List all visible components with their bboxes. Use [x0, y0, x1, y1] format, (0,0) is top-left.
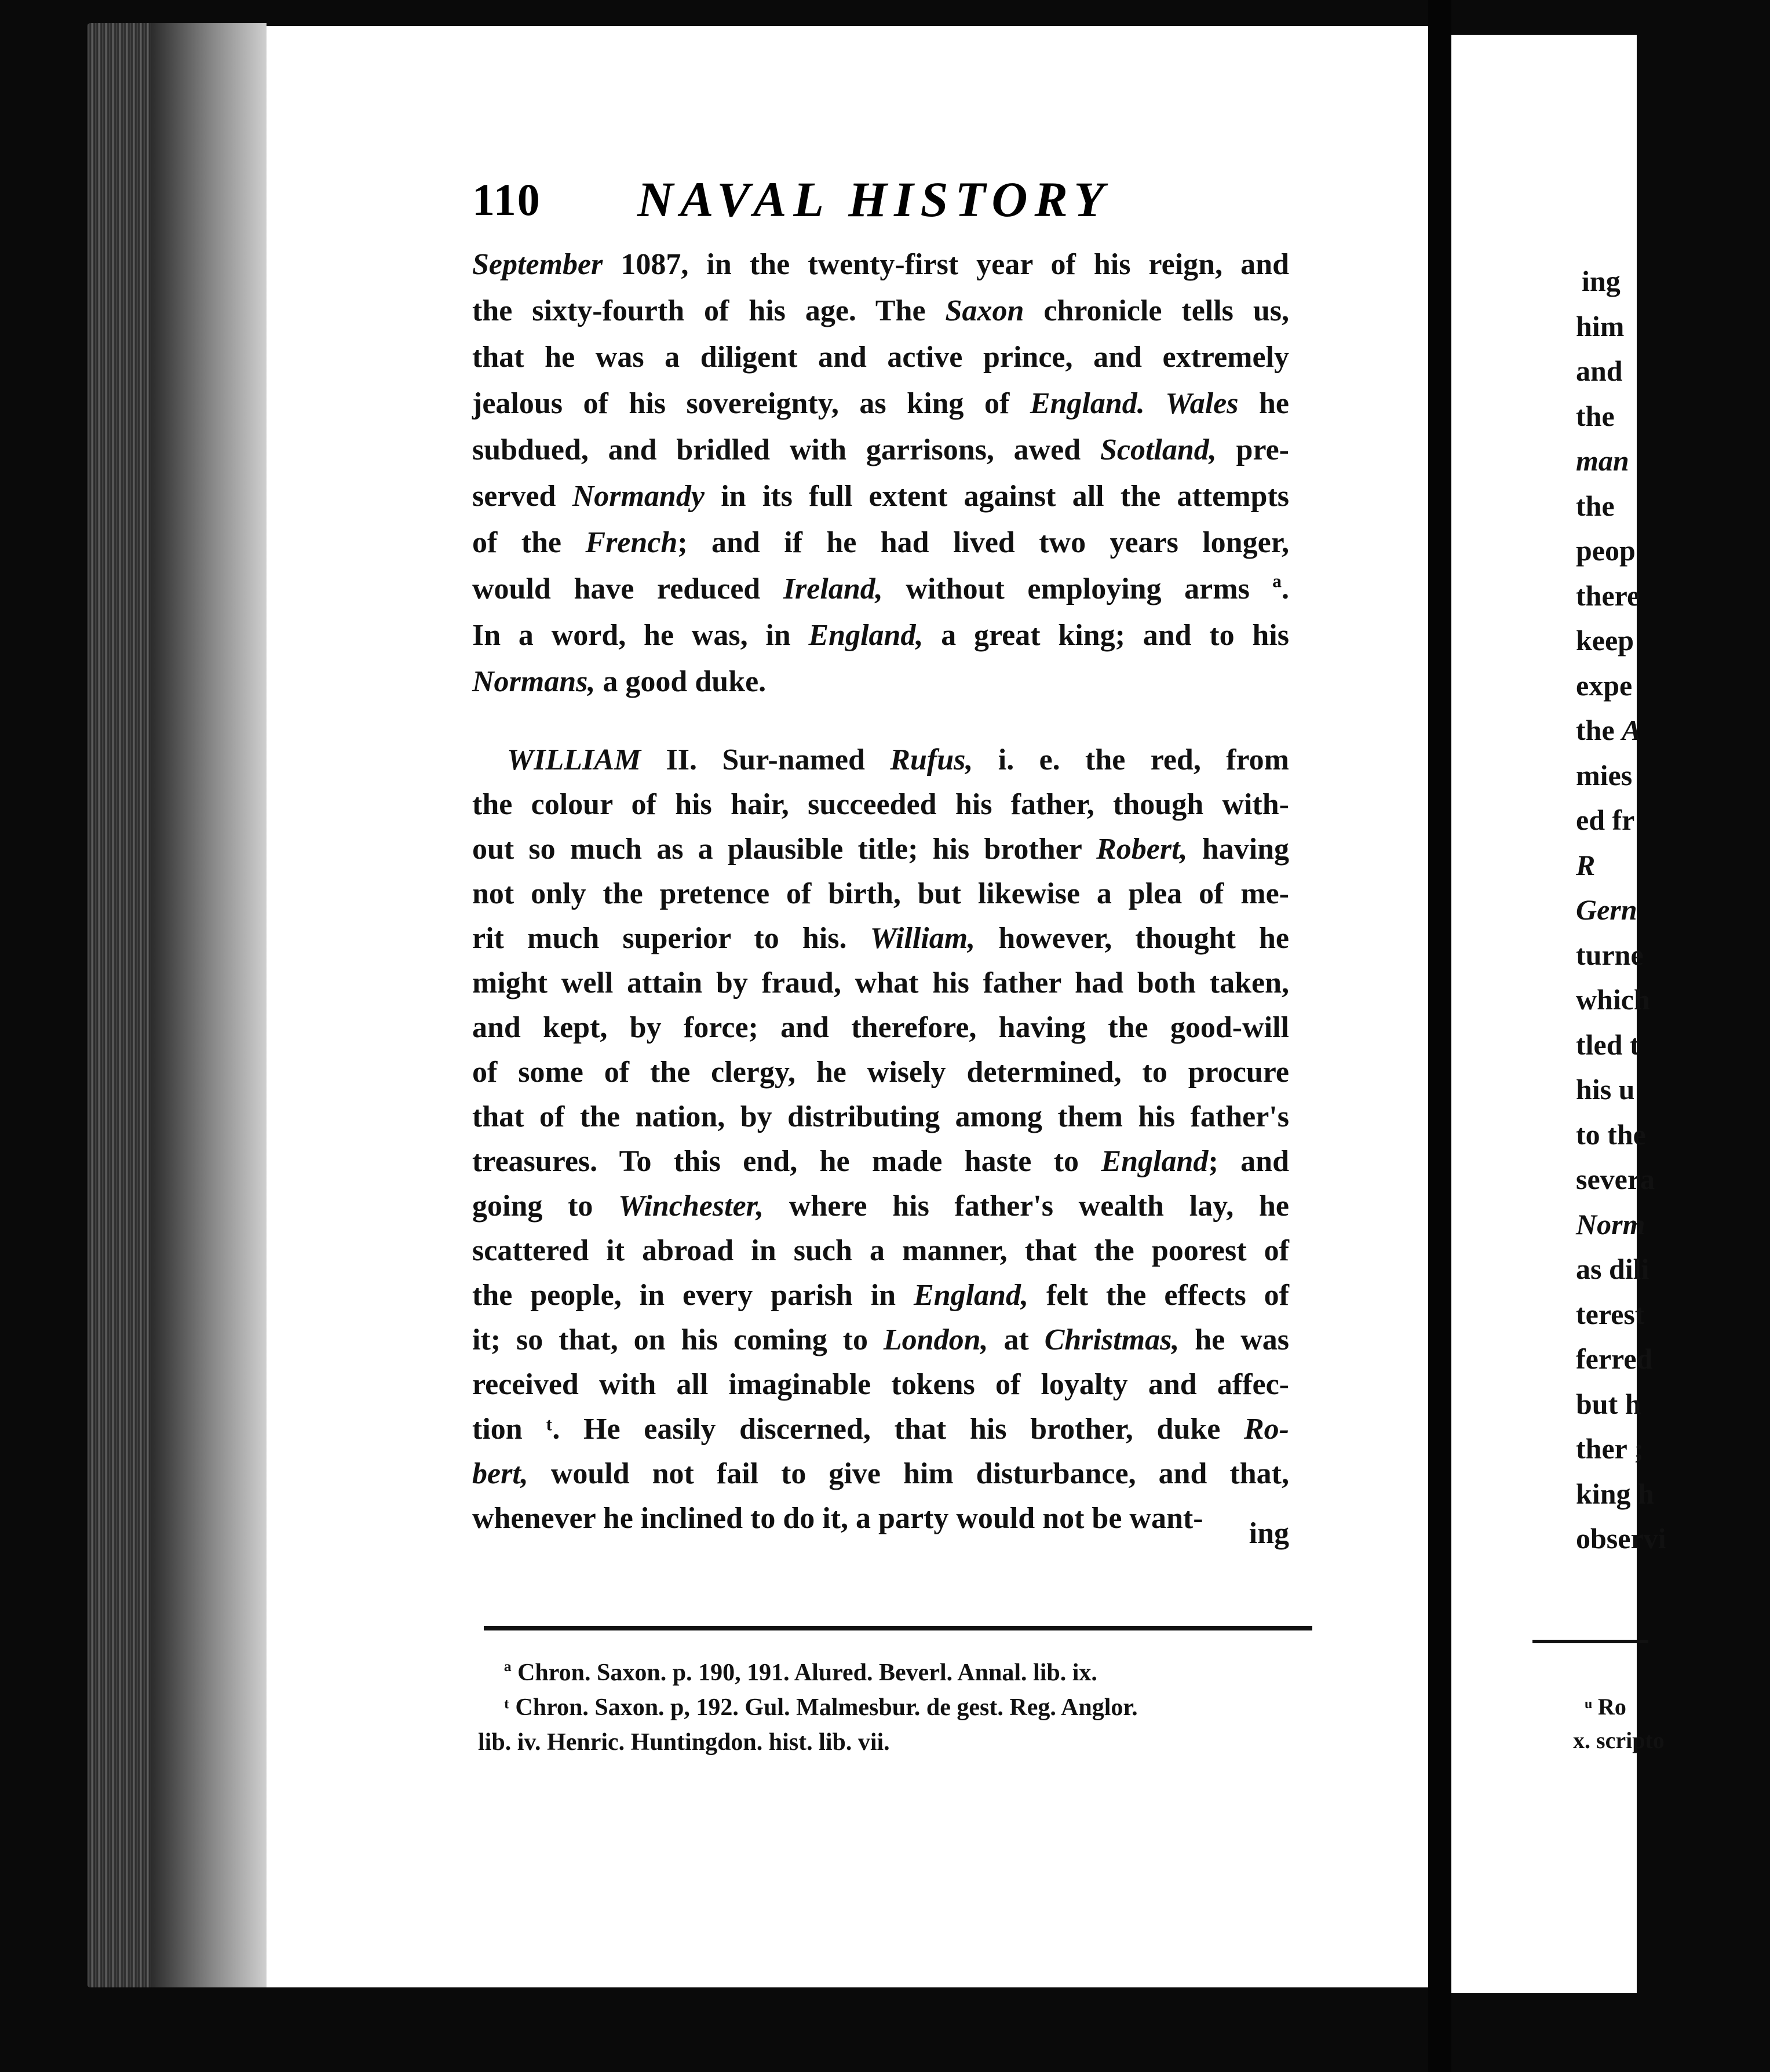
text-run: ; and if he had lived two years longer,: [677, 526, 1289, 559]
text-line: [472, 524, 1289, 561]
right-page-text-line: [1576, 1476, 1761, 1511]
text-line: [472, 1009, 1289, 1046]
text-run: and kept, by force; and therefore, having the good-will: [472, 1011, 1289, 1044]
text-run: ther ;: [1576, 1432, 1644, 1465]
right-page-text-line: [1576, 1521, 1761, 1556]
text-run: severa: [1576, 1163, 1655, 1195]
text-line: [472, 1411, 1289, 1448]
text-run: ferred: [1576, 1343, 1653, 1375]
text-run: felt the effects of: [1028, 1279, 1289, 1312]
text-line: [507, 742, 1289, 779]
text-run: that he was a diligent and active prince, and extremely: [472, 341, 1289, 374]
italic-text-run: England,: [914, 1279, 1028, 1312]
italic-text-run: Rufus,: [890, 743, 973, 776]
italic-text-run: Wales: [1165, 387, 1239, 420]
text-run: keep: [1576, 624, 1634, 656]
text-run: ; and: [1208, 1145, 1290, 1178]
text-line: [472, 663, 1289, 701]
text-run: the: [1576, 399, 1615, 432]
text-run: it; so that, on his coming to: [472, 1323, 884, 1356]
text-run: II. Sur-named: [641, 743, 891, 776]
text-line: [472, 786, 1289, 823]
book-page-edge-shading: [151, 23, 267, 1987]
text-run: going to: [472, 1190, 619, 1223]
right-page-text-line: [1576, 578, 1761, 613]
right-page-text-line: [1576, 937, 1761, 972]
text-run: served: [472, 480, 572, 513]
right-page-text-line: [1576, 443, 1761, 478]
text-run: however, thought he: [975, 922, 1289, 955]
italic-text-run: French: [585, 526, 678, 559]
italic-text-run: Scotland,: [1100, 433, 1217, 466]
text-run: as dili: [1576, 1253, 1649, 1285]
text-run: the sixty-fourth of his age. The: [472, 294, 946, 327]
text-run: the people, in every parish in: [472, 1279, 914, 1312]
text-run: 1087, in the twenty-first year of his reign, and: [603, 248, 1289, 281]
right-page-text-line: [1576, 309, 1761, 344]
text-line: [472, 876, 1289, 913]
footnote-line: lib. iv. Henric. Huntingdon. hist. lib. vii.: [478, 1729, 890, 1756]
text-run: treasures. To this end, he made haste to: [472, 1145, 1101, 1178]
right-page-text-line: [1576, 488, 1761, 523]
text-run: pre-: [1216, 433, 1290, 466]
text-run: and: [1576, 355, 1623, 387]
right-page-text-line: [1576, 1117, 1761, 1152]
text-line: [472, 1054, 1289, 1091]
text-run: that of the nation, by distributing among them his father's: [472, 1100, 1289, 1133]
right-page-text-line: [1576, 1297, 1761, 1332]
text-run: of the: [472, 526, 586, 559]
text-run: king h: [1576, 1477, 1654, 1510]
right-page-text-line: [1576, 892, 1761, 927]
italic-text-run: Saxon: [945, 294, 1024, 327]
right-page-text-line: [1576, 1027, 1761, 1062]
italic-text-run: Christmas,: [1044, 1323, 1180, 1356]
text-line: [472, 293, 1289, 330]
right-page-text-line: [1576, 758, 1761, 793]
right-page-fragment: [1451, 35, 1666, 1993]
text-run: the: [1576, 489, 1615, 522]
text-run: expe: [1576, 669, 1633, 702]
text-run: he: [1238, 387, 1289, 420]
right-page-text-line: [1576, 623, 1761, 658]
italic-text-run: September: [472, 248, 603, 281]
text-line: [472, 432, 1289, 469]
text-line: [472, 246, 1289, 283]
italic-text-run: London,: [883, 1323, 988, 1356]
text-run: ing: [1249, 1517, 1289, 1550]
right-page-text-line: [1576, 1431, 1761, 1466]
text-run: where his father's wealth lay, he: [764, 1190, 1289, 1223]
text-line: [472, 1143, 1289, 1180]
italic-text-run: England,: [808, 619, 924, 652]
text-line: [472, 339, 1289, 376]
text-run: a good duke.: [595, 665, 767, 698]
text-line: [472, 1188, 1289, 1225]
italic-text-run: man: [1576, 444, 1629, 477]
right-page-text-line: [1576, 668, 1761, 703]
right-page-text-line: [1576, 982, 1761, 1017]
italic-text-run: bert,: [472, 1457, 528, 1490]
text-run: terest: [1576, 1297, 1645, 1330]
book-gutter: [1428, 0, 1451, 2072]
right-page-text-line: [1582, 264, 1767, 298]
text-run: [1145, 387, 1166, 420]
footnote-line: ᵗ Chron. Saxon. p, 192. Gul. Malmesbur. de gest. Reg. Anglor.: [504, 1694, 1138, 1721]
right-page-footnote-rule: [1532, 1640, 1648, 1643]
right-page-text-line: [1576, 353, 1761, 388]
text-run: a great king; and to his: [923, 619, 1289, 652]
text-run: he was: [1179, 1323, 1289, 1356]
text-line: [472, 1099, 1289, 1136]
page-header: [472, 174, 1306, 238]
text-run: tled t: [1576, 1028, 1640, 1061]
right-page-text-line: [1576, 1162, 1761, 1196]
text-run: ing: [1582, 265, 1621, 297]
text-run: observi: [1576, 1522, 1666, 1555]
text-line: [472, 1455, 1289, 1493]
right-page-footnote: ᵘ Ro: [1585, 1694, 1626, 1720]
italic-text-run: Winchester,: [618, 1190, 764, 1223]
text-run: tion ᵗ. He easily discerned, that his brother, duke: [472, 1413, 1244, 1446]
text-run: having: [1187, 833, 1289, 866]
right-page-text-line: [1576, 1252, 1761, 1286]
footnote-line: ª Chron. Saxon. p. 190, 191. Alured. Beverl. Annal. lib. ix.: [504, 1659, 1097, 1686]
italic-text-run: Norm: [1576, 1208, 1645, 1241]
text-run: jealous of his sovereignty, as king of: [472, 387, 1030, 420]
text-run: scattered it abroad in such a manner, that the poorest of: [472, 1234, 1289, 1267]
italic-text-run: Ireland,: [783, 572, 883, 605]
text-line: [472, 1277, 1289, 1314]
right-page-text-line: [1576, 1072, 1761, 1107]
text-run: peop: [1576, 534, 1636, 567]
text-run: i. e. the red, from: [973, 743, 1289, 776]
italic-text-run: Robert,: [1096, 833, 1188, 866]
text-run: not only the pretence of birth, but likewise a plea of me-: [472, 877, 1289, 910]
page-number: 110: [472, 174, 541, 225]
right-page-text-line: [1576, 533, 1761, 568]
italic-text-run: R: [1576, 848, 1596, 881]
text-run: the colour of his hair, succeeded his father, though with-: [472, 788, 1289, 821]
text-line: [472, 1232, 1289, 1270]
text-run: mies: [1576, 758, 1633, 791]
italic-text-run: A: [1622, 714, 1641, 746]
right-page-text-line: [1576, 1387, 1761, 1421]
text-run: might well attain by fraud, what his father had both taken,: [472, 966, 1289, 999]
text-run: ed fr: [1576, 804, 1635, 836]
text-run: to the: [1576, 1118, 1646, 1151]
text-run: out so much as a plausible title; his brother: [472, 833, 1097, 866]
footnote-rule: [484, 1626, 1312, 1630]
text-run: at: [988, 1323, 1045, 1356]
right-page-text-line: [1576, 802, 1761, 837]
right-page-footnote: x. scripto: [1573, 1727, 1665, 1753]
text-run: him: [1576, 309, 1625, 342]
text-run: which: [1576, 983, 1650, 1016]
text-run: turne: [1576, 938, 1644, 971]
text-line: [472, 965, 1289, 1002]
text-run: there: [1576, 579, 1640, 612]
text-run: chronicle tells us,: [1024, 294, 1289, 327]
text-line: [472, 920, 1289, 957]
text-line: [472, 478, 1289, 515]
right-page-text-line: [1576, 713, 1761, 747]
text-line: [472, 571, 1289, 608]
italic-text-run: WILLIAM: [507, 743, 641, 776]
italic-text-run: Gern: [1576, 893, 1637, 926]
text-line: [472, 1322, 1289, 1359]
text-run: received with all imaginable tokens of loyalty and affec-: [472, 1368, 1289, 1401]
italic-text-run: England.: [1030, 387, 1145, 420]
italic-text-run: William,: [870, 922, 976, 955]
italic-text-run: England: [1101, 1145, 1209, 1178]
running-title: NAVAL HISTORY: [637, 172, 1111, 227]
text-run: would have reduced: [472, 572, 783, 605]
italic-text-run: Normans,: [472, 665, 596, 698]
text-line: [472, 1515, 1289, 1552]
text-run: of some of the clergy, he wisely determined, to procure: [472, 1056, 1289, 1089]
text-run: rit much superior to his.: [472, 922, 870, 955]
text-run: without employing arms ª.: [882, 572, 1289, 605]
text-line: [472, 617, 1289, 654]
text-line: [472, 385, 1289, 422]
text-run: in its full extent against all the attempts: [704, 480, 1290, 513]
text-run: In a word, he was, in: [472, 619, 809, 652]
text-run: subdued, and bridled with garrisons, awed: [472, 433, 1100, 466]
right-page-text-line: [1576, 1341, 1761, 1376]
text-run: the: [1576, 714, 1622, 746]
italic-text-run: Ro-: [1244, 1413, 1289, 1446]
text-line: [472, 1366, 1289, 1403]
right-page-text-line: [1576, 848, 1761, 882]
text-line: [472, 831, 1289, 868]
right-page-text-line: [1576, 1207, 1761, 1242]
italic-text-run: Normandy: [572, 480, 705, 513]
text-run: but h: [1576, 1387, 1641, 1420]
text-run: would not fail to give him disturbance, and that,: [528, 1457, 1289, 1490]
text-run: whenever he inclined to do it, a party would not be want-: [472, 1502, 1203, 1535]
text-run: his u: [1576, 1073, 1635, 1106]
right-page-text-line: [1576, 399, 1761, 433]
